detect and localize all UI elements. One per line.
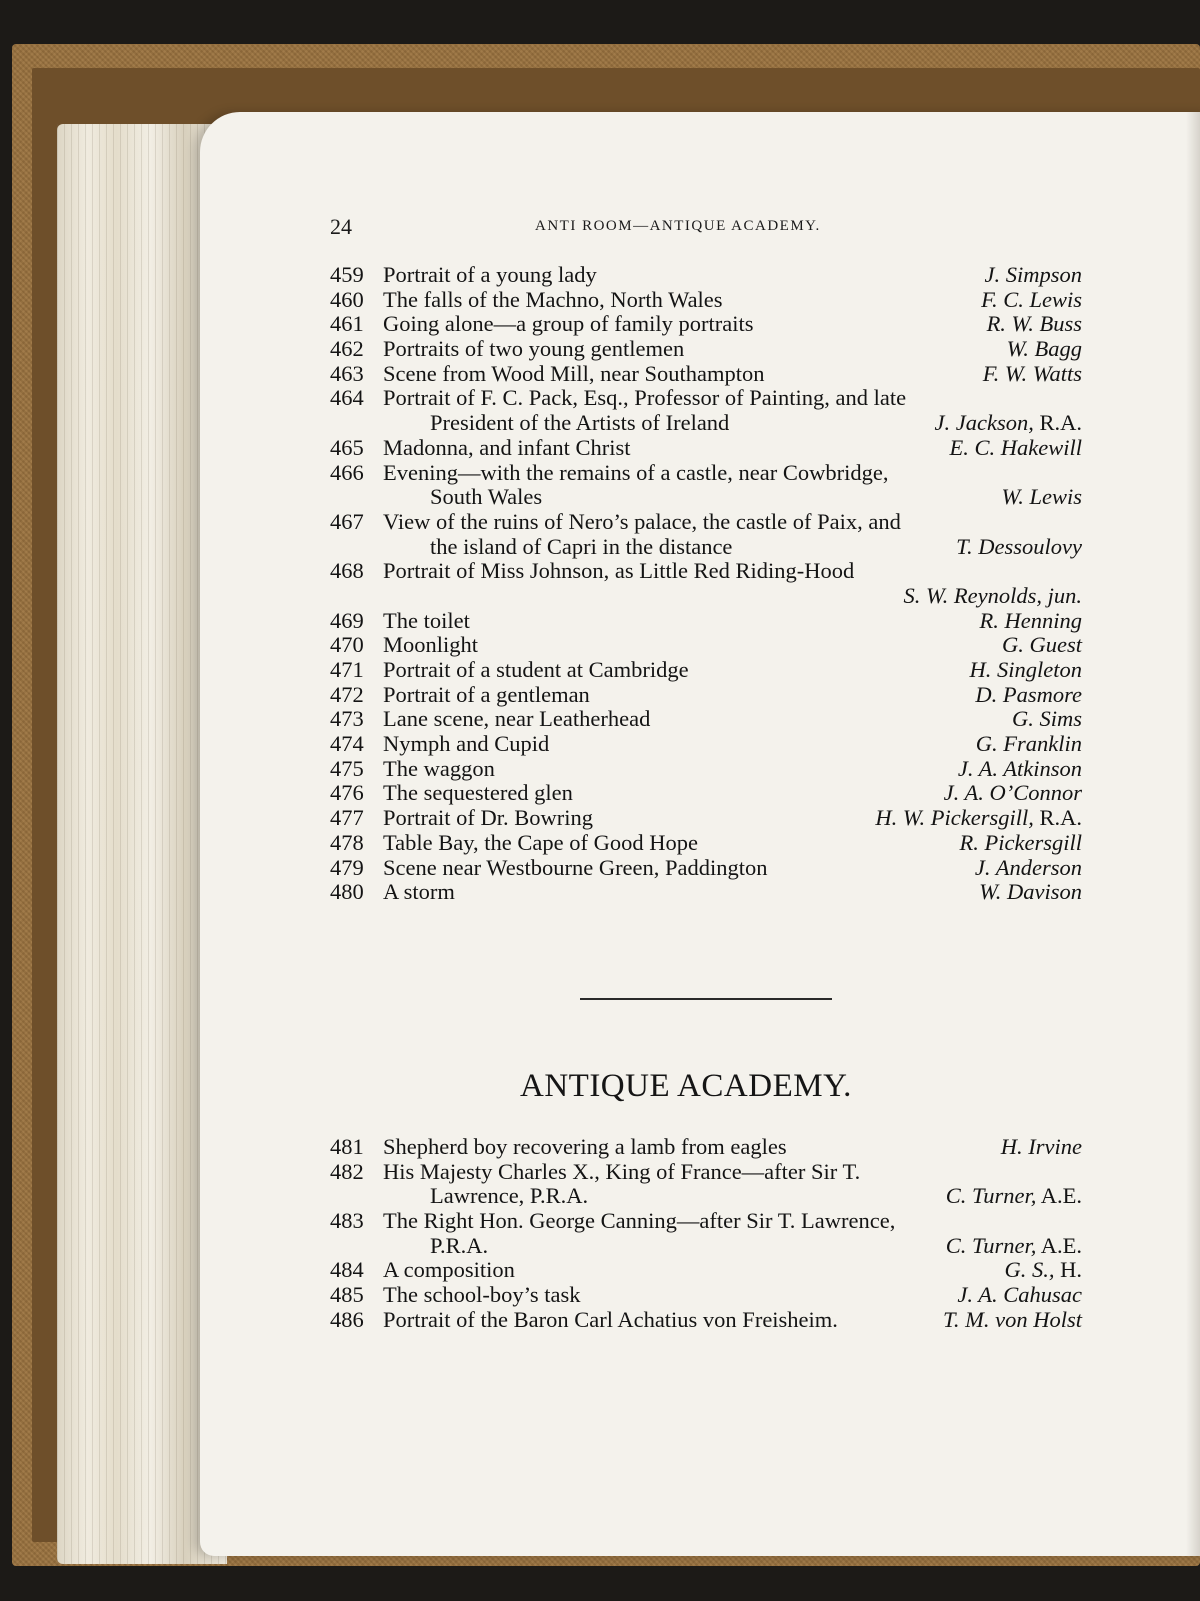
entry-number: 475 [330,755,364,781]
entry-line [0,608,1200,633]
artist-name: J. A. Cahusac [957,1282,1082,1308]
entry-title: The Right Hon. George Canning—after Sir T. Lawrence, [383,1208,896,1234]
catalogue-entry [0,855,1200,880]
entry-artist [975,855,1082,881]
entry-artist [943,1307,1082,1333]
catalogue-entry [0,706,1200,731]
entry-number: 459 [330,262,364,287]
entry-line [0,311,1200,336]
entry-artist [1002,632,1082,658]
artist-name: W. Davison [979,879,1082,905]
entry-number: 468 [330,558,364,584]
artist-name: G. Franklin [975,731,1082,757]
entry-line [0,336,1200,361]
artist-suffix: A.E. [1036,1183,1082,1209]
artist-name: J. Jackson, [934,410,1034,436]
artist-name: H. Singleton [969,657,1082,682]
entry-number: 463 [330,360,364,386]
entry-number: 478 [330,829,364,855]
entry-number: 465 [330,434,364,460]
entry-title: A storm [383,879,455,905]
artist-name: J. Anderson [974,854,1082,880]
entry-line [0,657,1200,682]
artist-name: T. Dessoulovy [956,533,1082,559]
entry-title: The toilet [383,607,470,633]
entry-title: Portrait of the Baron Carl Achatius von Freisheim. [383,1306,838,1332]
entry-line [0,558,1200,583]
entry-title: Portraits of two young gentlemen [383,336,685,362]
entry-number: 460 [330,286,364,312]
artist-name: T. M. von Holst [943,1306,1082,1332]
entry-line [0,509,1200,534]
entry-title: His Majesty Charles X., King of France—after Sir T. [383,1158,861,1184]
entry-number: 486 [330,1306,364,1332]
entry-number: 471 [330,657,364,682]
artist-name: R. Pickersgill [959,829,1082,855]
catalogue-entry [0,336,1200,361]
entry-number: 466 [330,459,364,485]
catalogue-entry [0,879,1200,904]
entry-artist [960,830,1082,856]
antique-academy-catalogue [0,1134,1200,1332]
catalogue-entry [0,509,1200,558]
artist-name: R. W. Buss [986,311,1082,337]
catalogue-entry [0,632,1200,657]
catalogue-entry [0,1307,1200,1332]
artist-name: G. S., [1004,1257,1055,1283]
entry-artist [985,262,1083,288]
catalogue-entry [0,830,1200,855]
artist-suffix: R.A. [1033,410,1082,436]
artist-name: J. A. Atkinson [957,755,1082,781]
artist-name: C. Turner, [945,1232,1037,1258]
entry-title: Portrait of Dr. Bowring [383,805,593,831]
entry-artist [1005,1257,1083,1283]
catalogue-entry [0,435,1200,460]
page-number: 24 [330,214,352,239]
entry-line [0,1257,1200,1282]
entry-line [0,460,1200,485]
entry-title: Madonna, and infant Christ [383,434,631,460]
entry-number: 472 [330,681,364,707]
entry-artist [946,1233,1082,1259]
entry-artist [983,361,1082,387]
artist-name: D. Pasmore [975,681,1082,707]
entry-line [0,385,1200,410]
entry-line [0,682,1200,707]
catalogue-entry [0,1159,1200,1208]
entry-number: 464 [330,385,364,411]
entry-title: The school-boy’s task [383,1282,581,1308]
catalogue-entry [0,460,1200,509]
entry-line [0,830,1200,855]
entry-title: Going alone—a group of family portraits [383,311,754,337]
entry-number: 467 [330,508,364,534]
catalogue-entry [0,805,1200,830]
entry-title: Lawrence, P.R.A. [430,1183,589,1209]
entry-title: South Wales [430,484,543,510]
entry-title: The falls of the Machno, North Wales [383,286,723,312]
entry-number: 469 [330,607,364,633]
entry-line [0,1183,1200,1208]
entry-title: the island of Capri in the distance [430,533,733,559]
artist-name: G. Guest [1002,632,1082,658]
entry-title: Scene near Westbourne Green, Paddington [383,854,768,880]
entry-line [0,879,1200,904]
catalogue-entry [0,311,1200,336]
entry-number: 476 [330,780,364,806]
entry-line [0,756,1200,781]
entry-title: The waggon [383,755,495,781]
artist-suffix: A.E. [1036,1232,1082,1258]
entry-artist [956,534,1082,560]
entry-artist [976,731,1082,757]
artist-name: E. C. Hakewill [949,434,1082,460]
catalogue-entry [0,780,1200,805]
entry-title: P.R.A. [430,1232,489,1258]
entry-artist [970,657,1083,683]
entry-title: Lane scene, near Leatherhead [383,706,651,732]
entry-line [0,1159,1200,1184]
entry-line [0,435,1200,460]
entry-artist [980,608,1082,634]
catalogue-entry [0,558,1200,607]
entry-title: Scene from Wood Mill, near Southampton [383,360,765,386]
entry-line [0,287,1200,312]
entry-artist [1007,336,1082,362]
entry-line [0,731,1200,756]
entry-line [0,1208,1200,1233]
artist-name: J. A. O’Connor [943,780,1082,806]
entry-number: 477 [330,805,364,831]
entry-title: Moonlight [383,632,479,658]
entry-artist [979,879,1082,905]
entry-artist [981,287,1082,313]
catalogue-entry [0,385,1200,434]
catalogue-entry [0,361,1200,386]
entry-title: Nymph and Cupid [383,731,550,757]
entry-line [0,583,1200,608]
artist-name: W. Lewis [1001,484,1082,510]
entry-line [0,1134,1200,1159]
entry-line [0,484,1200,509]
catalogue-entry [0,756,1200,781]
catalogue-entry [0,1257,1200,1282]
entry-number: 484 [330,1257,364,1283]
catalogue-entry [0,608,1200,633]
anti-room-catalogue [0,262,1200,904]
entry-line [0,855,1200,880]
artist-name: C. Turner, [945,1183,1037,1209]
entry-artist [957,1282,1082,1308]
entry-line [0,780,1200,805]
catalogue-entry [0,1134,1200,1159]
entry-number: 481 [330,1134,364,1159]
entry-number: 479 [330,854,364,880]
entry-artist [975,682,1082,708]
entry-title: Table Bay, the Cape of Good Hope [383,829,698,855]
entry-line [0,410,1200,435]
entry-line [0,632,1200,657]
artist-name: G. Sims [1011,706,1082,732]
entry-line [0,1307,1200,1332]
entry-line [0,706,1200,731]
entry-title: Portrait of F. C. Pack, Esq., Professor of Painting, and late [383,385,907,411]
entry-number: 480 [330,879,364,905]
entry-number: 470 [330,632,364,658]
entry-number: 461 [330,311,364,337]
entry-artist [1001,1134,1082,1160]
entry-title: A composition [383,1257,515,1283]
entry-line [0,1233,1200,1258]
entry-title: Shepherd boy recovering a lamb from eagles [383,1134,787,1159]
entry-number: 482 [330,1158,364,1184]
catalogue-entry [0,731,1200,756]
entry-title: Portrait of a young lady [383,262,597,287]
artist-name: R. Henning [979,607,1082,633]
catalogue-entry [0,1208,1200,1257]
entry-artist [875,805,1082,831]
catalogue-entry [0,657,1200,682]
artist-name: H. Irvine [1000,1134,1082,1159]
entry-number: 474 [330,731,364,757]
entry-line [0,1282,1200,1307]
entry-line [0,534,1200,559]
entry-artist: S. W. Reynolds, jun. [903,582,1082,608]
entry-line [0,805,1200,830]
entry-artist [1002,484,1082,510]
page-header [0,214,1200,244]
artist-name: W. Bagg [1006,336,1082,362]
section-heading-text: ANTIQUE ACADEMY. [520,1068,852,1104]
entry-line [0,262,1200,287]
catalogue-entry [0,1282,1200,1307]
catalogue-entry [0,682,1200,707]
entry-artist [1012,706,1082,732]
entry-artist [935,410,1082,436]
entry-artist [987,311,1082,337]
catalogue-entry [0,287,1200,312]
entry-number: 485 [330,1282,364,1308]
artist-name: H. W. Pickersgill, [875,805,1034,831]
entry-artist [950,435,1082,461]
catalogue-entry [0,262,1200,287]
entry-artist [946,1183,1082,1209]
entry-number: 462 [330,336,364,362]
entry-artist [958,756,1082,782]
entry-title: Portrait of a gentleman [383,681,590,707]
entry-number: 473 [330,706,364,732]
section-divider [580,998,832,1000]
entry-title: The sequestered glen [383,780,573,806]
entry-title: Portrait of Miss Johnson, as Little Red Riding-Hood [383,558,855,584]
entry-title: President of the Artists of Ireland [430,410,730,436]
entry-line [0,361,1200,386]
entry-number: 483 [330,1208,364,1234]
artist-name: F. C. Lewis [981,286,1082,312]
artist-suffix: R.A. [1033,805,1082,831]
entry-title: Portrait of a student at Cambridge [383,657,689,682]
artist-name: J. Simpson [984,262,1082,287]
running-head: ANTI ROOM—ANTIQUE ACADEMY. [535,218,821,234]
entry-artist [944,780,1082,806]
artist-name: F. W. Watts [982,360,1082,386]
entry-title: View of the ruins of Nero’s palace, the castle of Paix, and [383,508,901,534]
artist-suffix: H. [1054,1257,1082,1283]
entry-title: Evening—with the remains of a castle, near Cowbridge, [383,459,889,485]
